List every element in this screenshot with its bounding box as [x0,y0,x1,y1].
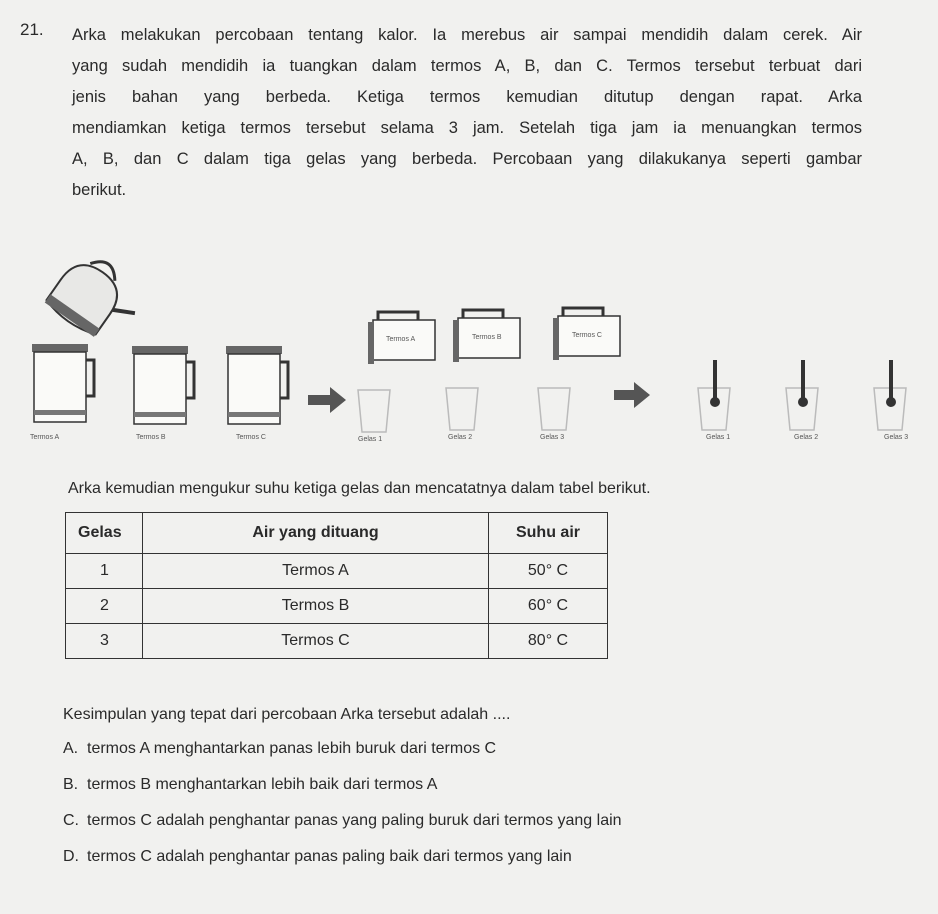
table-cell: 80° C [489,624,608,659]
experiment-illustration [18,240,930,465]
glass-2-icon [446,388,478,430]
glass-label: Gelas 2 [448,434,473,441]
stem-line: A, B, dan C dalam tiga gelas yang berbeda. Percobaan yang dilakukanya seperti gambar [72,150,862,168]
experiment-figure [18,240,930,465]
thermometer-glass-1-icon [698,360,730,430]
pour-label: Termos C [572,332,602,339]
table-cell: 50° C [489,554,608,589]
glass-3-icon [538,388,570,430]
option-text: termos C adalah penghantar panas yang paling buruk dari termos yang lain [87,812,622,829]
table-header: Air yang dituang [143,513,489,554]
thermos-label: Termos B [136,434,166,441]
thermometer-glass-2-icon [786,360,818,430]
question-stem [72,20,862,206]
conclusion-prompt: Kesimpulan yang tepat dari percobaan Arka tersebut adalah .... [63,706,511,723]
kettle-icon [44,247,150,350]
thermos-b-icon [132,346,194,424]
table-header: Gelas [66,513,143,554]
stem-line: yang sudah mendidih ia tuangkan dalam termos A, B, dan C. Termos tersebut terbuat dari [72,57,862,75]
table-cell: 1 [66,554,143,589]
stem-line: Arka melakukan percobaan tentang kalor. Ia merebus air sampai mendidih dalam cerek. Air [72,26,862,44]
arrow-right-icon [308,387,346,413]
thermometer-label: Gelas 2 [794,434,819,441]
table-row [66,624,608,659]
answer-option-c[interactable] [63,812,622,830]
glass-label: Gelas 1 [358,436,383,443]
table-intro: Arka kemudian mengukur suhu ketiga gelas dan mencatatnya dalam tabel berikut. [68,480,651,497]
thermos-c-icon [226,346,288,424]
thermometer-glass-3-icon [874,360,906,430]
thermos-a-icon [32,344,94,422]
table-header: Suhu air [489,513,608,554]
stem-line: mendiamkan ketiga termos tersebut selama 3 jam. Setelah tiga jam ia menuangkan termos [72,119,862,137]
pour-label: Termos A [386,336,416,343]
table-cell: Termos A [143,554,489,589]
table-cell: 3 [66,624,143,659]
glass-label: Gelas 3 [540,434,565,441]
thermometer-label: Gelas 3 [884,434,909,441]
question-number: 21. [20,20,44,39]
table-cell: Termos B [143,589,489,624]
answer-option-a[interactable] [63,740,496,758]
option-letter: D. [63,848,79,865]
option-text: termos B menghantarkan lebih baik dari termos A [87,776,438,793]
thermos-label: Termos A [30,434,60,441]
answer-option-b[interactable] [63,776,437,794]
table-row [66,554,608,589]
option-letter: B. [63,776,79,793]
option-letter: C. [63,812,79,829]
stem-line: berikut. [72,181,127,199]
table-row [66,589,608,624]
table-cell: 60° C [489,589,608,624]
pour-label: Termos B [472,334,502,341]
table-cell: 2 [66,589,143,624]
option-text: termos A menghantarkan panas lebih buruk dari termos C [87,740,497,757]
thermometer-label: Gelas 1 [706,434,731,441]
option-letter: A. [63,740,79,757]
answer-option-d[interactable] [63,848,572,866]
table-cell: Termos C [143,624,489,659]
arrow-right-icon [614,382,650,408]
thermos-label: Termos C [236,434,266,441]
stem-line: jenis bahan yang berbeda. Ketiga termos kemudian ditutup dengan rapat. Arka [72,88,862,106]
table-header-row [66,513,608,554]
temperature-table [65,512,608,659]
option-text: termos C adalah penghantar panas paling baik dari termos yang lain [87,848,572,865]
glass-1-icon [358,390,390,432]
